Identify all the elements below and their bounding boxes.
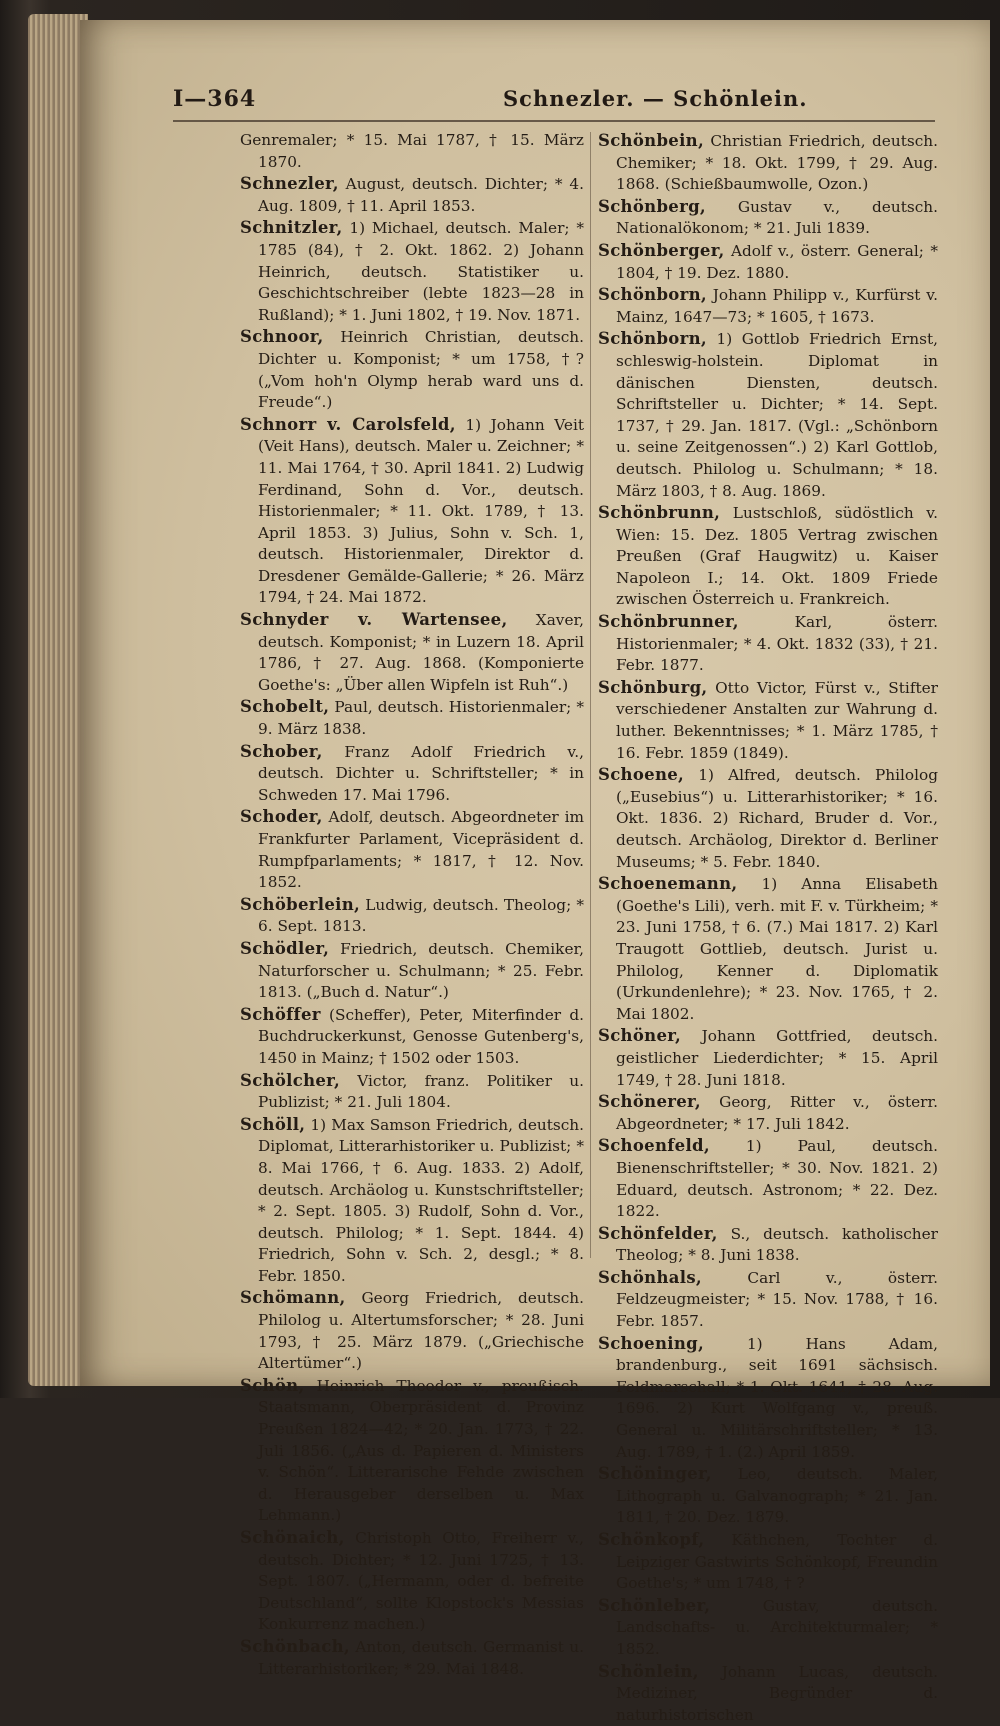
page-header bbox=[173, 86, 933, 120]
entry-text: Christoph Otto, Freiherr v., deutsch. Dichter; * 12. Juni 1725, † 13. Sept. 1807. („Hermann, oder d. befreite Deutschland“, sollte Klopstock's Messias Konkurrenz machen.) bbox=[258, 1529, 584, 1634]
entry-text: 1) Anna Elisabeth (Goethe's Lili), verh. mit F. v. Türkheim; * 23. Juni 1758, † 6. (7.) Mai 1817. 2) Karl Traugott Gottlieb, deutsch. Jurist u. Philolog, Kenner d. Diplomatik (Urkundenlehre); * 23. Nov. 1765, † 2. Mai 1802. bbox=[616, 875, 938, 1023]
left-column bbox=[240, 130, 584, 1680]
dictionary-entry bbox=[240, 741, 584, 807]
entry-text: S., deutsch. katholischer Theolog; * 8. Juni 1838. bbox=[616, 1224, 938, 1265]
dictionary-entry bbox=[240, 1287, 584, 1374]
dictionary-entry bbox=[240, 609, 584, 696]
entry-text: August, deutsch. Dichter; * 4. Aug. 1809, † 11. April 1853. bbox=[258, 175, 584, 215]
entry-text: Käthchen, Tochter d. Leipziger Gastwirts Schönkopf, Freundin Goethe's; * um 1748, † ? bbox=[616, 1531, 938, 1593]
entry-headword: Schönaich, bbox=[240, 1528, 345, 1547]
entry-text: Gustav v., deutsch. Nationalökonom; * 21. Juli 1839. bbox=[616, 197, 938, 238]
dictionary-entry bbox=[598, 328, 938, 502]
entry-text: Johann Lucas, deutsch. Mediziner, Begründer d. naturhistorischen bbox=[616, 1662, 938, 1724]
entry-text: Otto Victor, Fürst v., Stifter verschiedener Anstalten zur Wahrung d. luther. Bekenntnisses; * 1. März 1785, † 16. Febr. 1859 (1849). bbox=[616, 678, 938, 762]
dictionary-entry bbox=[598, 1529, 938, 1595]
entry-text: 1) Alfred, deutsch. Philolog („Eusebius“) u. Litterarhistoriker; * 16. Okt. 1836. 2) Richard, Bruder d. Vor., deutsch. Archäolog, Direktor d. Berliner Museums; * 5. Febr. 1840. bbox=[616, 766, 938, 871]
entry-text: Karl, österr. Historienmaler; * 4. Okt. 1832 (33), † 21. Febr. 1877. bbox=[616, 613, 938, 675]
dictionary-entry bbox=[240, 414, 584, 609]
entry-headword: Schönborn, bbox=[598, 329, 707, 349]
entry-text: Victor, franz. Politiker u. Publizist; * 21. Juli 1804. bbox=[258, 1071, 584, 1112]
dictionary-entry bbox=[598, 196, 938, 240]
dictionary-entry bbox=[240, 1070, 584, 1114]
entry-headword: Schönbach, bbox=[240, 1636, 350, 1656]
entry-text: Carl v., österr. Feldzeugmeister; * 15. Nov. 1788, † 16. Febr. 1857. bbox=[616, 1268, 938, 1331]
entry-text: Xaver, deutsch. Komponist; * in Luzern 18. April 1786, † 27. Aug. 1868. (Komponierte Goethe's: „Über allen Wipfeln ist Ruh“.) bbox=[258, 611, 584, 694]
dictionary-entry bbox=[598, 1135, 938, 1222]
entry-text: 1) Gottlob Friedrich Ernst, schleswig-holstein. Diplomat in dänischen Diensten, deutsch. Schriftsteller u. Dichter; * 14. Sept. 1737, † 29. Jan. 1817. (Vgl.: „Schönborn u. seine Zeitgenossen“.) 2) Karl Gottlob, deutsch. Philolog u. Schulmann; * 18. März 1803, † 8. Aug. 1869. bbox=[616, 330, 938, 500]
entry-text: (Scheffer), Peter, Miterfinder d. Buchdruckerkunst, Genosse Gutenberg's, 1450 in Mainz; † 1502 oder 1503. bbox=[258, 1005, 584, 1067]
entry-headword: Schoening, bbox=[598, 1333, 705, 1353]
entry-headword: Schnezler, bbox=[240, 174, 339, 194]
dictionary-entry bbox=[240, 696, 584, 740]
entry-text: 1) Max Samson Friedrich, deutsch. Diplomat, Litterarhistoriker u. Publizist; * 8. Mai 1766, † 6. Aug. 1833. 2) Adolf, deutsch. Archäolog u. Kunstschriftsteller; * 2. Sept. 1805. 3) Rudolf, Sohn d. Vor., deutsch. Philolog; * 1. Sept. 1844. 4) Friedrich, Sohn v. Sch. 2, desgl.; * 8. Febr. 1850. bbox=[258, 1115, 584, 1285]
dictionary-entry bbox=[240, 938, 584, 1004]
dictionary-entry bbox=[598, 1223, 938, 1267]
dictionary-entry bbox=[240, 326, 584, 413]
entry-text: 1) Hans Adam, brandenburg., seit 1691 sächsisch. Feldmarschall; * 1. Okt. 1641, † 28. Aug. 1696. 2) Kurt Wolfgang v., preuß. General u. Militärschriftsteller; * 13. Aug. 1789, † 1. (2.) April 1859. bbox=[616, 1334, 938, 1461]
entry-headword: Schnyder v. Wartensee, bbox=[240, 610, 508, 630]
dictionary-entry bbox=[598, 764, 938, 873]
dictionary-entry bbox=[598, 1091, 938, 1135]
dictionary-entry bbox=[598, 1595, 938, 1661]
entry-headword: Schoenemann, bbox=[598, 874, 738, 894]
dictionary-entry bbox=[598, 873, 938, 1025]
entry-text: Gustav, deutsch. Landschafts- u. Architekturmaler; * 1852. bbox=[616, 1596, 938, 1658]
dictionary-entry bbox=[598, 1267, 938, 1333]
dictionary-entry bbox=[240, 1527, 584, 1636]
entry-text: Paul, deutsch. Historienmaler; * 9. März 1838. bbox=[258, 698, 584, 739]
entry-text: Christian Friedrich, deutsch. Chemiker; * 18. Okt. 1799, † 29. Aug. 1868. (Schießbaumwolle, Ozon.) bbox=[616, 132, 938, 194]
entry-headword: Schönberg, bbox=[598, 196, 706, 216]
entry-headword: Schölcher, bbox=[240, 1070, 341, 1090]
dictionary-entry bbox=[240, 173, 584, 217]
dictionary-entry bbox=[598, 1661, 938, 1726]
entry-headword: Schnitzler, bbox=[240, 218, 343, 238]
entry-headword: Schöberlein, bbox=[240, 894, 361, 914]
entry-text: Adolf, deutsch. Abgeordneter im Frankfurter Parlament, Vicepräsident d. Rumpfparlaments; * 1817, † 12. Nov. 1852. bbox=[258, 808, 584, 892]
entry-headword: Schöll, bbox=[240, 1114, 306, 1134]
dictionary-entry bbox=[240, 894, 584, 938]
entry-headword: Schöninger, bbox=[598, 1464, 712, 1484]
dictionary-entry bbox=[240, 1114, 584, 1288]
entry-headword: Schnorr v. Carolsfeld, bbox=[240, 414, 456, 434]
entry-text: 1) Michael, deutsch. Maler; * 1785 (84), † 2. Okt. 1862. 2) Johann Heinrich, deutsch. Statistiker u. Geschichtschreiber (lebte 1823—28 in Rußland); * 1. Juni 1802, † 19. Nov. 1871. bbox=[258, 219, 584, 324]
entry-headword: Schönlein, bbox=[598, 1661, 699, 1681]
entry-text: Franz Adolf Friedrich v., deutsch. Dichter u. Schriftsteller; * in Schweden 17. Mai 1796. bbox=[258, 742, 584, 804]
entry-headword: Schöner, bbox=[598, 1026, 682, 1046]
dictionary-entry bbox=[240, 806, 584, 893]
entry-headword: Schön, bbox=[240, 1375, 305, 1395]
entry-headword: Schömann, bbox=[240, 1288, 346, 1308]
entry-headword: Schöffer bbox=[240, 1004, 321, 1024]
entry-text: Georg, Ritter v., österr. Abgeordneter; * 17. Juli 1842. bbox=[616, 1093, 938, 1133]
entry-headword: Schönborn, bbox=[598, 285, 707, 305]
dictionary-entry bbox=[598, 1463, 938, 1529]
page-number: I—364 bbox=[173, 86, 257, 112]
header-rule bbox=[173, 120, 935, 122]
entry-text: Friedrich, deutsch. Chemiker, Naturforscher u. Schulmann; * 25. Febr. 1813. („Buch d. Natur“.) bbox=[258, 939, 584, 1002]
entry-text: Genremaler; * 15. Mai 1787, † 15. März 1870. bbox=[240, 131, 584, 171]
entry-headword: Schönhals, bbox=[598, 1267, 702, 1287]
entry-headword: Schönbrunner, bbox=[598, 612, 739, 632]
entry-text: Heinrich Christian, deutsch. Dichter u. Komponist; * um 1758, †? („Vom hoh'n Olymp herab ward uns d. Freude“.) bbox=[258, 328, 584, 412]
entry-headword: Schnoor, bbox=[240, 327, 324, 347]
dictionary-entry bbox=[598, 240, 938, 284]
entry-text: Leo, deutsch. Maler, Lithograph u. Galvanograph; * 21. Jan. 1811, † 20. Dez. 1879. bbox=[616, 1465, 938, 1527]
dictionary-entry bbox=[598, 502, 938, 611]
entry-headword: Schödler, bbox=[240, 938, 330, 958]
column-divider bbox=[590, 132, 591, 1258]
entry-headword: Schönberger, bbox=[598, 240, 725, 260]
entry-text: Lustschloß, südöstlich v. Wien: 15. Dez. 1805 Vertrag zwischen Preußen (Graf Haugwitz) u. Kaiser Napoleon I.; 14. Okt. 1809 Friede zwischen Österreich u. Frankreich. bbox=[616, 504, 938, 609]
dictionary-entry bbox=[598, 1025, 938, 1091]
dictionary-entry bbox=[598, 1333, 938, 1464]
entry-headword: Schönerer, bbox=[598, 1092, 701, 1112]
dictionary-entry bbox=[598, 284, 938, 328]
entry-text: Anton, deutsch. Germanist u. Litterarhistoriker; * 29. Mai 1848. bbox=[258, 1637, 584, 1678]
entry-headword: Schönleber, bbox=[598, 1595, 711, 1615]
dictionary-entry bbox=[240, 1636, 584, 1680]
entry-headword: Schoene, bbox=[598, 765, 685, 785]
entry-text: 1) Paul, deutsch. Bienenschriftsteller; * 30. Nov. 1821. 2) Eduard, deutsch. Astronom; * 22. Dez. 1822. bbox=[616, 1137, 938, 1221]
dictionary-entry bbox=[598, 677, 938, 764]
entry-headword: Schoenfeld, bbox=[598, 1136, 710, 1156]
dictionary-entry bbox=[240, 1004, 584, 1070]
entry-headword: Schönbrunn, bbox=[598, 503, 721, 523]
entry-text: Georg Friedrich, deutsch. Philolog u. Altertumsforscher; * 28. Juni 1793, † 25. März 1879. („Griechische Altertümer“.) bbox=[258, 1289, 584, 1373]
entry-text: Johann Gottfried, deutsch. geistlicher Liederdichter; * 15. April 1749, † 28. Juni 1818. bbox=[616, 1027, 938, 1089]
entry-text: 1) Johann Veit (Veit Hans), deutsch. Maler u. Zeichner; * 11. Mai 1764, † 30. April 1841. 2) Ludwig Ferdinand, Sohn d. Vor., deutsch. Historienmaler; * 11. Okt. 1789, † 13. April 1853. 3) Julius, Sohn v. Sch. 1, deutsch. Historienmaler, Direktor d. Dresdener Gemälde-Gallerie; * 26. März 1794, † 24. Mai 1872. bbox=[258, 415, 584, 607]
entry-headword: Schober, bbox=[240, 741, 323, 761]
dictionary-entry bbox=[240, 1375, 584, 1527]
entry-text: Ludwig, deutsch. Theolog; * 6. Sept. 1813. bbox=[258, 895, 584, 936]
entry-text: Heinrich Theodor v., preußisch. Staatsmann, Oberpräsident d. Provinz Preußen 1824—42; * 20. Jan. 1773, † 22. Juli 1856. („Aus d. Papieren d. Ministers v. Schön“. Litterarische Fehde zwischen d. Herausgeber derselben u. Max Lehmann.) bbox=[258, 1376, 584, 1525]
entry-headword: Schönbein, bbox=[598, 131, 705, 150]
entry-headword: Schönfelder, bbox=[598, 1223, 718, 1243]
entry-headword: Schönkopf, bbox=[598, 1530, 705, 1549]
dictionary-entry bbox=[240, 130, 584, 173]
entry-text: Johann Philipp v., Kurfürst v. Mainz, 1647—73; * 1605, † 1673. bbox=[616, 286, 938, 326]
page-edges bbox=[28, 14, 88, 1386]
entry-headword: Schobelt, bbox=[240, 697, 330, 717]
entry-headword: Schoder, bbox=[240, 807, 323, 827]
dictionary-entry bbox=[598, 611, 938, 677]
running-title: Schnezler. — Schönlein. bbox=[503, 86, 808, 111]
dictionary-entry bbox=[598, 130, 938, 196]
right-column bbox=[598, 130, 938, 1726]
dictionary-entry bbox=[240, 217, 584, 326]
entry-headword: Schönburg, bbox=[598, 677, 708, 697]
entry-text: Adolf v., österr. General; * 1804, † 19. Dez. 1880. bbox=[616, 241, 938, 282]
